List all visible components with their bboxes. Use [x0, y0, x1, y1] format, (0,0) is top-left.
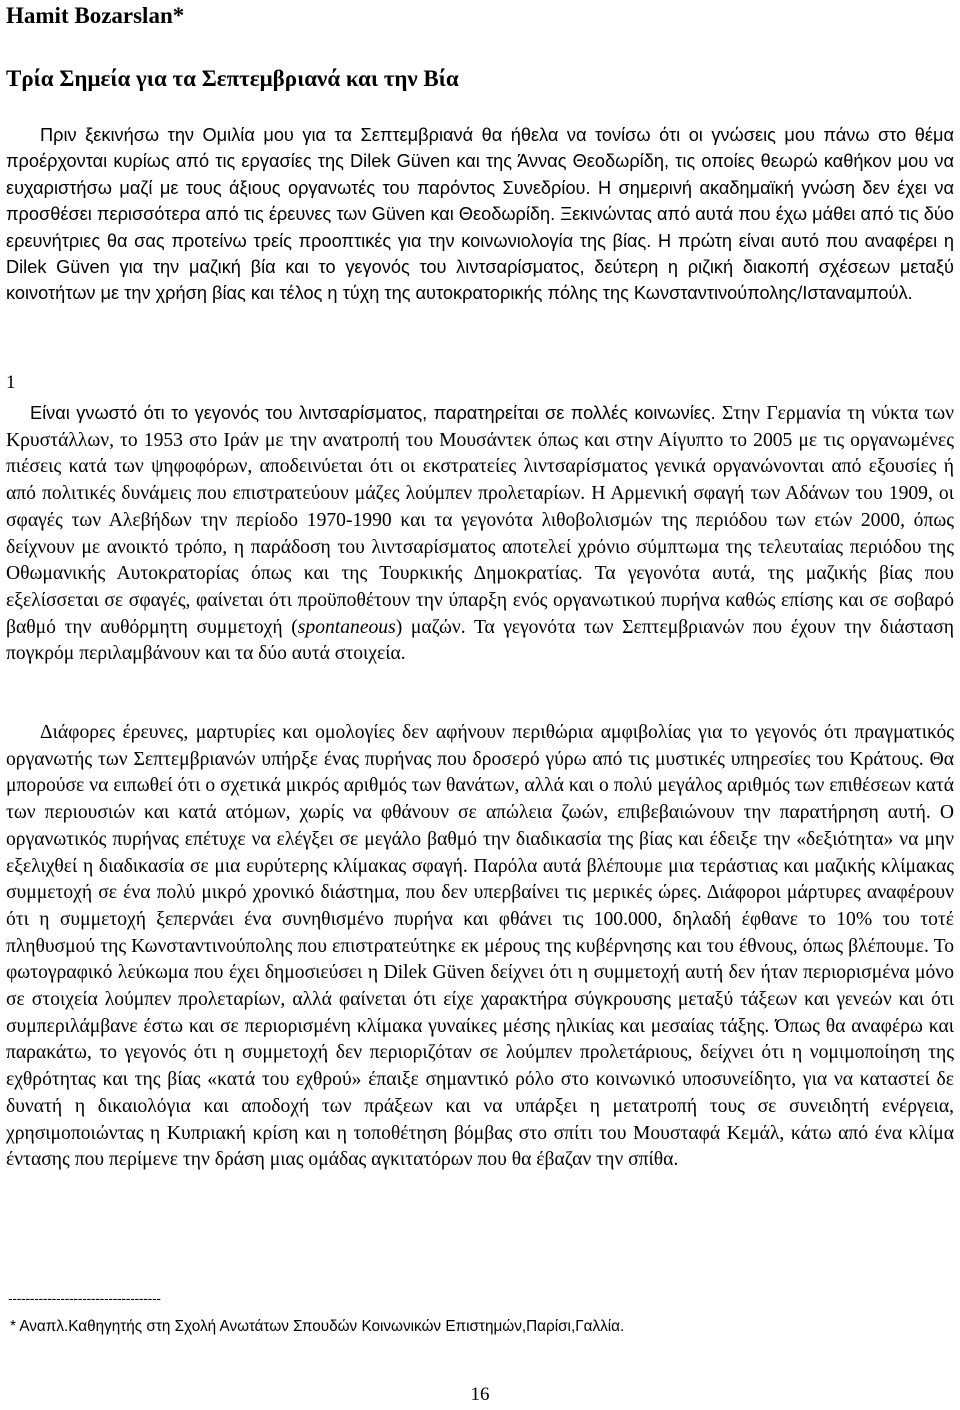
page-number: 16 — [470, 1384, 490, 1405]
section-number: 1 — [6, 372, 16, 393]
spontaneous-term: spontaneous — [297, 616, 396, 638]
intro-paragraph: Πριν ξεκινήσω την Ομιλία μου για τα Σεπτεμβριανά θα ήθελα να τονίσω ότι οι γνώσεις μου πάνω στο θέμα προέρχονται κυρίως από τις εργασίες της Dilek Güven και της Άννας Θεοδωρίδη, τις οποίες θεωρώ καθήκον μου να ευχαριστήσω μαζί με τους άξιους οργανωτές του παρόντος Συνεδρίου. Η σημερινή ακαδημαϊκή γνώση δεν έχει να προσθέσει περισσότερα από τις έρευνες των Güven και Θεοδωρίδη. Ξεκινώντας από αυτά που έχω μάθει από τις δύο ερευνήτριες θα σας προτείνω τρείς προοπτικές για την κοινωνιολογία της βίας. Η πρώτη είναι αυτό που αναφέρει η Dilek Güven για την μαζική βία και το γεγονός του λιντσαρίσματος, δεύτερη η ριζική διακοπή σχέσεων μεταξύ κοινοτήτων με την χρήση βίας και τέλος η τύχη της αυτοκρατορικής πόλης της Κωνσταντινούπολης/Ισταναμπούλ. — [6, 125, 954, 304]
author-name: Hamit Bozarslan* — [6, 3, 185, 28]
organizers-paragraph: Διάφορες έρευνες, μαρτυρίες και ομολογίες δεν αφήνουν περιθώρια αμφιβολίας για το γεγονός ότι πραγματικός οργανωτής των Σεπτεμβριανών υπήρξε ένας πυρήνας που δροσερό γύρω από τις μυστικές υπηρεσίες του Κράτους. Θα μπορούσε να ειπωθεί ότι ο σχετικά μικρός αριθμός των θανάτων, αλλά και ο πολύ μεγάλος αριθμός των επιθέσεων κατά των περιουσιών και κατά ατόμων, χωρίς να φθάνουν σε απώλεια ζωών, επιβεβαιώνουν την παρατήρηση αυτή. Ο οργανωτικός πυρήνας επέτυχε να ελέγξει σε μεγάλο βαθμό την διαδικασία της βίας και έδειξε την «δεξιότητα» να μην εξελιχθεί η διαδικασία σε μια ευρύτερης κλίμακας σφαγή. Παρόλα αυτά βλέπουμε μια τεράστιας και μαζικής κλίμακας συμμετοχή σε ένα πολύ μικρό χρονικό διάστημα, που δεν υπερβαίνει τις μερικές ώρες. Διάφοροι μάρτυρες αναφέρουν ότι η συμμετοχή ξεπερνάει ένα συνηθισμένο πυρήνα και φθάνει τις 100.000, δηλαδή έφθανε το 10% του τοτέ πληθυσμού της Κωνσταντινούπολης που επιστρατεύτηκε εκ μέρους της κυβέρνησης και του έθνους, όπως βλέπουμε. Το φωτογραφικό λεύκωμα που έχει δημοσιεύσει η Dilek Güven δείχνει ότι η συμμετοχή αυτή δεν ήταν περιορισμένα μόνο σε στοιχεία λούμπεν προλεταρίων, αλλά φαίνεται ότι είχε χαρακτήρα σύγκρουσης μεταξύ τάξεων και γενεών και ότι συμπεριλάμβανε έστω και σε περιορισμένη κλίμακα γυναίκες μέσης ηλικίας και μεσαίας τάξης. Όπως θα αναφέρω και παρακάτω, το γεγονός ότι η συμμετοχή δεν περιοριζόταν σε λούμπεν προλετάριους, δείχνει ότι η νομιμοποίηση της εχθρότητας και της βίας «κατά του εχθρού» έπαιξε σημαντικό ρόλο στο κοινωνικό υποσυνείδητο, για να καταστεί δε δυνατή η δικαιολόγια και αποδοχή των πράξεων και να υπάρξει η μετατροπή τους σε συνειδητή ενέργεια, χρησιμοποιώντας η Κυπριακή κρίση και η τοποθέτηση βόμβας στο σπίτι του Μουσταφά Κεμάλ, κάτω από ένα κλίμα έντασης που περίμενε την δράση μιας ομάδας αγκιτατόρων που θα έβαζαν την σπίθα. — [6, 722, 954, 1171]
author-footnote: * Αναπλ.Καθηγητής στη Σχολή Ανωτάτων Σπουδών Κοινωνικών Επιστημών,Παρίσι,Γαλλία. — [10, 1318, 625, 1335]
lynching-paragraph-ending: ) μαζών. Τα γεγονότα των Σεπτεμβριανών που έχουν την διάσταση πογκρόμ περιλαμβάνουν και τα δύο αυτά στοιχεία. — [6, 616, 955, 665]
footnote-separator: ----------------------------------- — [8, 1290, 161, 1306]
lynching-paragraph — [6, 400, 954, 668]
lynching-paragraph-opening: Είναι γνωστό ότι το γεγονός του λιντσαρίσματος, παρατηρείται σε πολλές κοινωνίες. — [30, 403, 716, 423]
article-title: Τρία Σημεία για τα Σεπτεμβριανά και την Βία — [6, 66, 459, 91]
lynching-paragraph-text: Στην Γερμανία τη νύκτα των Κρυστάλλων, το 1953 στο Ιράν με την ανατροπή του Μουσάντεκ όπως και στην Αίγυπτο το 2005 με τις οργανωμένες πιέσεις κατά των ψηφοφόρων, αποδεινύεται ότι οι εκστρατείες λιντσαρίσματος γενικά οργανώνονται από εξουσίες ή από πολιτικές δυνάμεις που επιστρατεύουν μάζες λούμπεν προλεταρίων. Η Αρμενική σφαγή των Αδάνων του 1909, οι σφαγές των Αλεβήδων την περίοδο 1970-1990 και τα γεγονότα λιθοβολισμών της περιόδου των ετών 2000, όπως δείχνουν με ανοικτό τρόπο, η παράδοση του λιντσαρίσματος αποτελεί χρόνιο σύμπτωμα της τελευταίας περιόδου της Οθωμανικής Αυτοκρατορίας όπως και της Τουρκικής Δημοκρατίας. Τα γεγονότα αυτά, της μαζικής βίας που εξελίσσεται σε σφαγές, φαίνεται ότι προϋποθέτουν την ύπαρξη ενός οργανωτικού πυρήνα καθώς επίσης και σε σοβαρό βαθμό την αυθόρμητη συμμετοχή ( — [6, 403, 954, 638]
